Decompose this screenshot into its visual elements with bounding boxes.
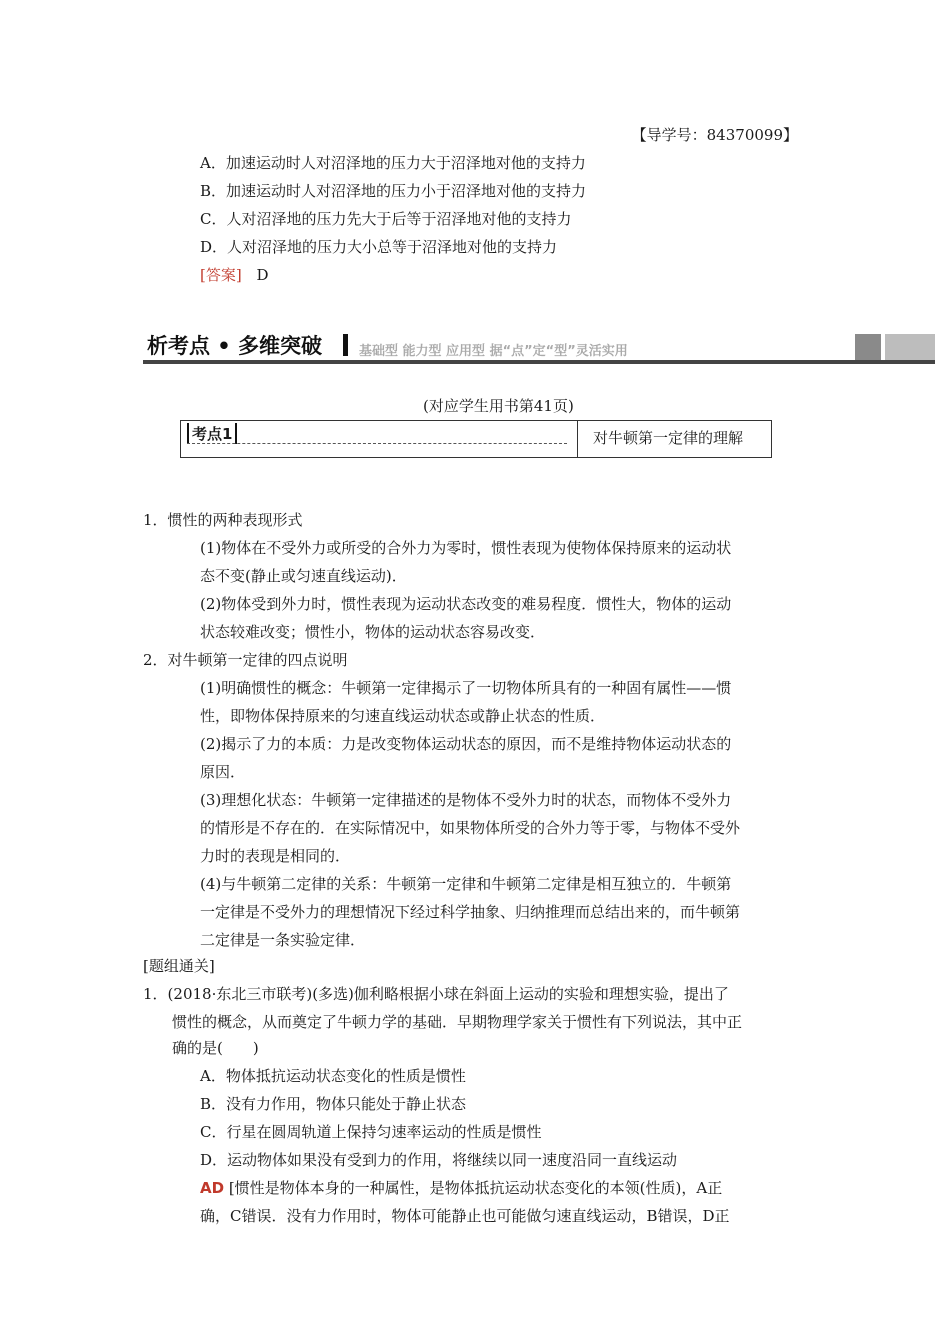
answer-value: D <box>256 266 269 284</box>
text-line: 一定律是不受外力的理想情况下经过科学抽象、归纳推理而总结出来的，而牛顿第 <box>200 903 741 921</box>
text-line: 确的是( ) <box>172 1039 259 1057</box>
text-line: [题组通关] <box>143 957 215 975</box>
text-line: 状态较难改变；惯性小，物体的运动状态容易改变． <box>200 623 546 641</box>
banner-divider <box>343 334 348 356</box>
q1-answer-line <box>200 1177 722 1198</box>
q1-answer-label: AD <box>200 1179 225 1197</box>
text-line: 惯性的概念，从而奠定了牛顿力学的基础．早期物理学家关于惯性有下列说法，其中正 <box>172 1013 743 1031</box>
text-line: B．没有力作用，物体只能处于静止状态 <box>200 1095 467 1113</box>
guide-number: 【导学号：84370099】 <box>631 126 798 144</box>
q1-answer-text: [惯性是物体本身的一种属性，是物体抵抗运动状态变化的本领(性质)，A正 <box>224 1179 723 1197</box>
kaodian-label: 考点1 <box>187 423 237 444</box>
text-line: 1．(2018·东北三市联考)(多选)伽利略根据小球在斜面上运动的实验和理想实验，提出了 <box>143 985 729 1003</box>
kaodian-divider <box>577 421 578 457</box>
text-line: (2)物体受到外力时，惯性表现为运动状态改变的难易程度．惯性大，物体的运动 <box>200 595 732 613</box>
text-line: 二定律是一条实验定律． <box>200 931 366 949</box>
text-line: 原因． <box>200 763 246 781</box>
text-line: (3)理想化状态：牛顿第一定律描述的是物体不受外力时的状态，而物体不受外力 <box>200 791 732 809</box>
text-line: (1)明确惯性的概念：牛顿第一定律揭示了一切物体所具有的一种固有属性——惯 <box>200 679 732 697</box>
text-line: D．运动物体如果没有受到力的作用，将继续以同一速度沿同一直线运动 <box>200 1151 678 1169</box>
option-b: B．加速运动时人对沼泽地的压力小于沼泽地对他的支持力 <box>200 182 587 200</box>
banner-decor-dark <box>855 334 881 360</box>
kaodian-table <box>180 420 772 458</box>
text-line: 确，C错误．没有力作用时，物体可能静止也可能做匀速直线运动，B错误，D正 <box>200 1207 730 1225</box>
kaodian-dashed-rule <box>187 443 567 444</box>
text-line: 1．惯性的两种表现形式 <box>143 511 303 529</box>
text-line: (2)揭示了力的本质：力是改变物体运动状态的原因，而不是维持物体运动状态的 <box>200 735 732 753</box>
text-line: (1)物体在不受外力或所受的合外力为零时，惯性表现为使物体保持原来的运动状 <box>200 539 732 557</box>
banner-rule <box>143 360 935 364</box>
text-line: C．行星在圆周轨道上保持匀速率运动的性质是惯性 <box>200 1123 542 1141</box>
text-line: 的情形是不存在的．在实际情况中，如果物体所受的合外力等于零，与物体不受外 <box>200 819 741 837</box>
answer-label: [答案] <box>200 266 242 284</box>
page-reference: (对应学生用书第41页) <box>423 397 574 415</box>
text-line: 性，即物体保持原来的匀速直线运动状态或静止状态的性质． <box>200 707 606 725</box>
banner-subtitle: 基础型 能力型 应用型 据“点”定“型”灵活实用 <box>359 344 628 359</box>
text-line: 力时的表现是相同的． <box>200 847 351 865</box>
answer-line <box>200 264 269 285</box>
option-a: A．加速运动时人对沼泽地的压力大于沼泽地对他的支持力 <box>200 154 586 172</box>
text-line: 2．对牛顿第一定律的四点说明 <box>143 651 348 669</box>
text-line: A．物体抵抗运动状态变化的性质是惯性 <box>200 1067 466 1085</box>
option-d: D．人对沼泽地的压力大小总等于沼泽地对他的支持力 <box>200 238 558 256</box>
banner-decor-light <box>885 334 935 360</box>
banner-title: 析考点 • 多维突破 <box>147 334 323 358</box>
option-c: C．人对沼泽地的压力先大于后等于沼泽地对他的支持力 <box>200 210 572 228</box>
kaodian-topic: 对牛顿第一定律的理解 <box>593 429 744 447</box>
text-line: (4)与牛顿第二定律的关系：牛顿第一定律和牛顿第二定律是相互独立的．牛顿第 <box>200 875 732 893</box>
text-line: 态不变(静止或匀速直线运动)． <box>200 567 407 585</box>
